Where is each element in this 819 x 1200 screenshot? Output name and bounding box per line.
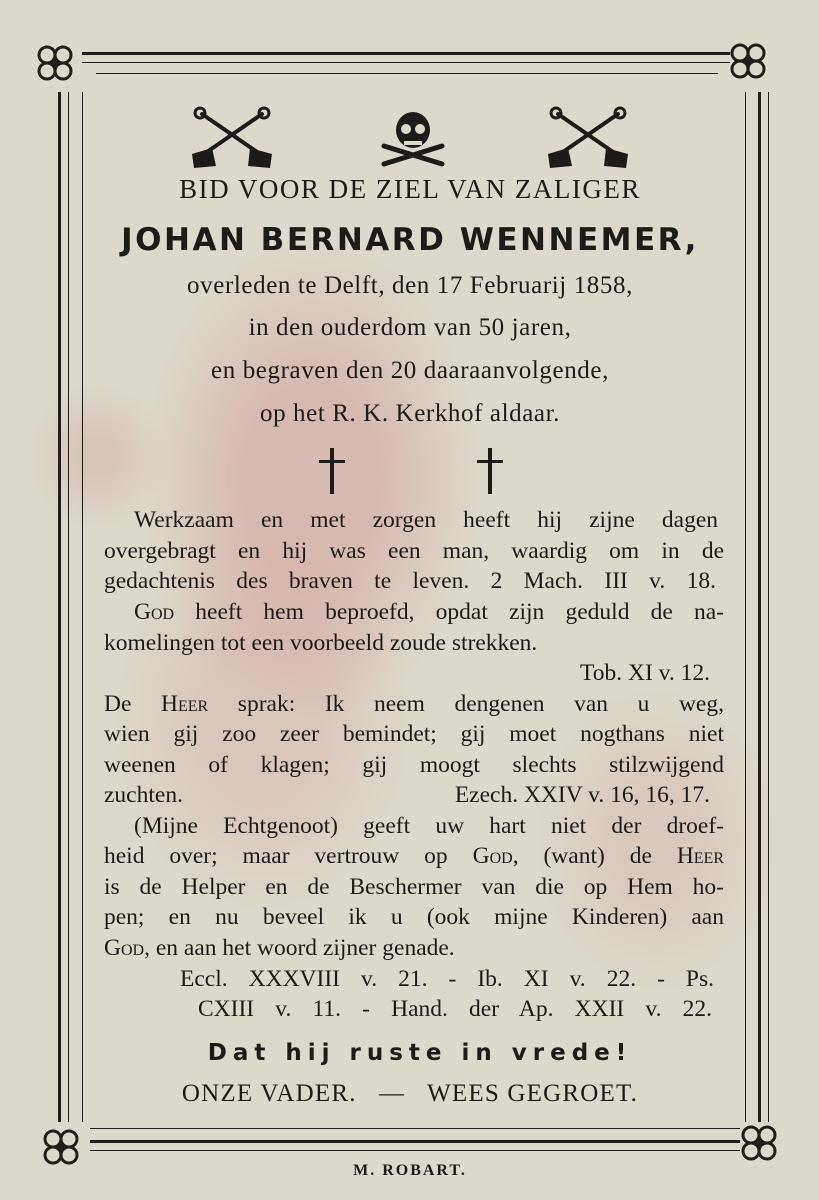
scripture-line: gedachtenis des braven te leven. 2 Mach. III v. 18. [104, 568, 716, 594]
scripture-line: wien gij zoo zeer bemindet; gij moet nogthans niet [104, 721, 724, 747]
printer-name: M. ROBART. [353, 1162, 467, 1179]
frame-left-line-inner [82, 92, 83, 1122]
scripture-text: sprak: Ik neem dengenen van u weg, [208, 691, 724, 717]
scripture-reference: CXIII v. 11. - Hand. der Ap. XXII v. 22. [198, 996, 712, 1022]
scripture-line [104, 935, 724, 962]
scripture-line: is de Helper en de Beschermer van die op Hem ho- [104, 874, 724, 900]
scripture-line [104, 691, 724, 718]
scripture-reference: Tob. XI v. 12. [580, 660, 710, 686]
prayer-heading: BID VOOR DE ZIEL VAN ZALIGER [179, 174, 641, 204]
scripture-text: , (want) de [512, 843, 677, 869]
scripture-line: (Mijne Echtgenoot) geeft uw hart niet der droef- [134, 813, 724, 839]
corner-ornament-icon [727, 40, 769, 82]
scripture-text: , en aan het woord zijner genade. [144, 935, 455, 961]
frame-right-line-thick [758, 92, 761, 1122]
divine-name: God [134, 599, 175, 625]
scripture-text: De [104, 691, 161, 717]
frame-bottom-line-thin [90, 1150, 740, 1151]
frame-bottom-line-thick [90, 1140, 740, 1143]
scripture-line: Werkzaam en met zorgen heeft hij zijne dagen [134, 507, 718, 533]
divine-name: God [472, 843, 513, 869]
scripture-line: komelingen tot een voorbeeld zoude strekken. [104, 630, 538, 656]
crossed-shovels-icon [188, 106, 276, 170]
divine-name: Heer [161, 691, 209, 717]
scripture-line [134, 599, 724, 626]
burial-details: en begraven den 20 daaraanvolgende, [211, 357, 609, 384]
cross-icon [316, 446, 348, 496]
frame-left-line-thin [68, 92, 69, 1122]
rest-in-peace: Dat hij ruste in vrede! [207, 1040, 633, 1066]
scripture-text: heid over; maar vertrouw op [104, 843, 473, 869]
frame-top-line-inner [96, 73, 718, 74]
corner-ornament-icon [738, 1122, 780, 1164]
crossed-shovels-icon [544, 106, 632, 170]
scripture-line: pen; en nu beveel ik u (ook mijne Kinderen) aan [104, 904, 724, 930]
divine-name: Heer [676, 843, 725, 869]
death-details: overleden te Delft, den 17 Februarij 1858, [187, 272, 633, 299]
age-details: in den ouderdom van 50 jaren, [248, 314, 572, 341]
frame-left-line [58, 92, 61, 1122]
scripture-reference: Eccl. XXXVIII v. 21. - Ib. XI v. 22. - Ps. [180, 966, 714, 992]
deceased-name: JOHAN BERNARD WENNEMER, [121, 222, 699, 258]
cemetery-details: op het R. K. Kerkhof aldaar. [259, 400, 561, 427]
scripture-line: overgebragt en hij was een man, waardig om in de [104, 538, 724, 564]
scripture-text: heeft hem beproefd, opdat zijn geduld de na- [174, 599, 724, 625]
divine-name: God [104, 935, 145, 961]
closing-prayers: ONZE VADER. — WEES GEGROET. [181, 1080, 639, 1107]
frame-right-line [745, 92, 746, 1122]
frame-top-line-thin [82, 62, 730, 63]
skull-crossbones-icon [378, 108, 448, 168]
frame-top-line [82, 52, 730, 55]
scripture-reference: Ezech. XXIV v. 16, 16, 17. [454, 782, 710, 808]
corner-ornament-icon [34, 42, 76, 84]
scripture-text: zuchten. [104, 782, 183, 808]
scripture-line [104, 843, 724, 870]
scripture-line: weenen of klagen; gij moogt slechts stilzwijgend [104, 752, 724, 778]
corner-ornament-icon [40, 1126, 82, 1168]
cross-icon [474, 446, 506, 496]
frame-bottom-line [90, 1128, 740, 1129]
frame-right-line-thin [768, 92, 769, 1122]
